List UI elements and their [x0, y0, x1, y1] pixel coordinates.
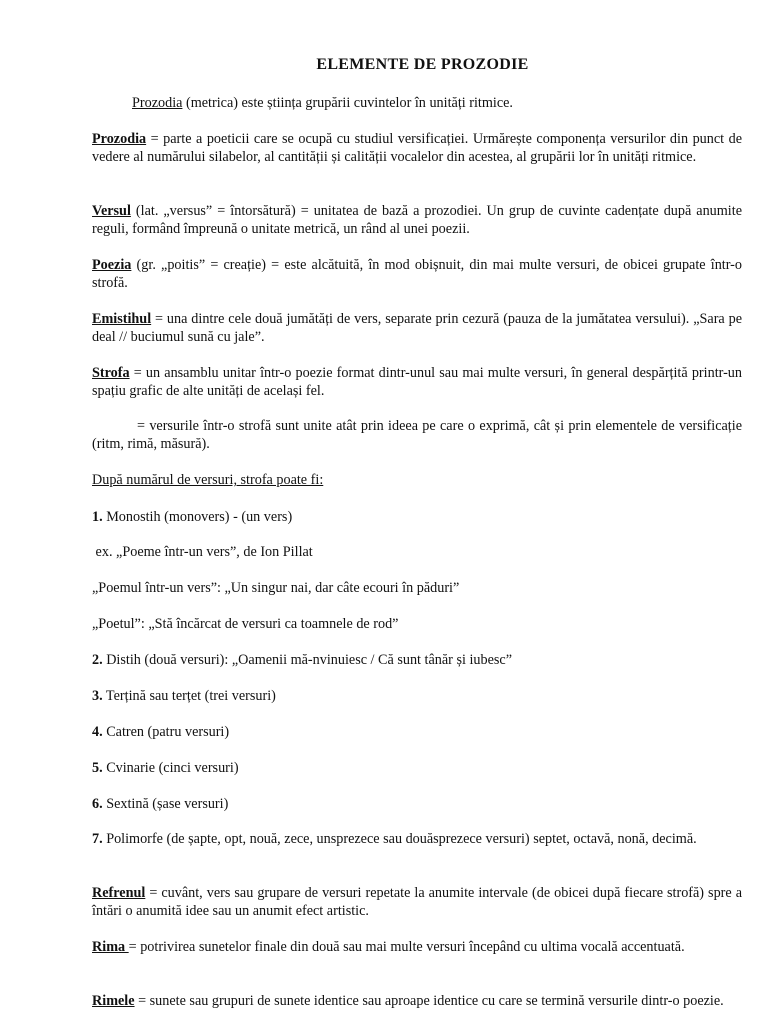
- type-number: 3.: [92, 688, 103, 704]
- type-number: 5.: [92, 760, 103, 776]
- type-number: 1.: [92, 509, 103, 525]
- type-number: 7.: [92, 831, 103, 847]
- example-line: „Poetul”: „Stă încărcat de versuri ca toamnele de rod”: [92, 616, 399, 632]
- definition-prozodia: [92, 130, 742, 166]
- type-text: Terțină sau terțet (trei versuri): [102, 688, 276, 704]
- definition-emistihul: [92, 310, 742, 346]
- type-item-1: [92, 508, 742, 526]
- example-line: ex. „Poeme într-un vers”, de Ion Pillat: [92, 544, 313, 560]
- type-number: 2.: [92, 652, 103, 668]
- definition-term: Versul: [92, 203, 131, 219]
- types-heading: [92, 471, 742, 489]
- definition-rimele: [92, 992, 742, 1010]
- document-title: ELEMENTE DE PROZODIE: [316, 56, 529, 73]
- type-number: 4.: [92, 724, 103, 740]
- type-item-3: [92, 687, 742, 705]
- types-heading-text: După numărul de versuri, strofa poate fi:: [92, 472, 324, 488]
- type-text: Polimorfe (de șapte, opt, nouă, zece, unsprezece sau douăsprezece versuri) septet, octavă, nonă, decimă.: [102, 831, 697, 847]
- intro-text: (metrica) este știința grupării cuvintelor în unități ritmice.: [182, 95, 513, 111]
- definition-refrenul: [92, 884, 742, 920]
- definition-text: (lat. „versus” = întorsătură) = unitatea de bază a prozodiei. Un grup de cuvinte cadențate după anumite reguli, formând împreună o unitate metrică, un rând al unei poezii.: [92, 203, 742, 237]
- definition-versul: [92, 202, 742, 238]
- definition-poezia: [92, 256, 742, 292]
- intro-paragraph: [132, 94, 742, 112]
- definition-text: = potrivirea sunetelor finale din două sau mai multe versuri începând cu ultima vocală accentuată.: [128, 939, 685, 955]
- definition-strofa: [92, 364, 742, 400]
- definition-term: Strofa: [92, 365, 130, 381]
- type-text: Monostih (monovers) - (un vers): [102, 509, 293, 525]
- type-item-2: [92, 651, 742, 669]
- type-text: Cvinarie (cinci versuri): [102, 760, 239, 776]
- type-item-6: [92, 795, 742, 813]
- definition-rima: [92, 938, 742, 956]
- definition-text: (gr. „poitis” = creație) = este alcătuită, în mod obișnuit, din mai multe versuri, de obicei grupate într-o strofă.: [92, 257, 742, 291]
- definition-term: Rimele: [92, 993, 135, 1009]
- definition-term: Rima: [92, 939, 129, 955]
- definition-text: = un ansamblu unitar într-o poezie format dintr-unul sau mai multe versuri, în general despărțită printr-un spațiu grafic de alte unități de același fel.: [92, 365, 742, 399]
- definition-text: = una dintre cele două jumătăți de vers, separate prin cezură (pauza de la jumătatea versului). „Sara pe deal // buciumul sună cu jale”.: [92, 311, 742, 345]
- type-text: Distih (două versuri): „Oamenii mă-nvinuiesc / Că sunt tânăr și iubesc”: [102, 652, 512, 668]
- definition-term: Poezia: [92, 257, 132, 273]
- type-item-7: [92, 830, 742, 848]
- type-item-4: [92, 723, 742, 741]
- definition-text: = parte a poeticii care se ocupă cu studiul versificației. Urmărește componența versurilor din punct de vedere al numărului silabelor, al cantității și calității vocalelor din acestea, al grupării lor în unități ritmice.: [92, 131, 742, 165]
- example-line: „Poemul într-un vers”: „Un singur nai, dar câte ecouri în păduri”: [92, 580, 460, 596]
- type-text: Sextină (șase versuri): [102, 796, 229, 812]
- type-item-5: [92, 759, 742, 777]
- definition-term: Refrenul: [92, 885, 146, 901]
- definition-text: = sunete sau grupuri de sunete identice sau aproape identice cu care se termină versurile dintr-o poezie.: [134, 993, 724, 1009]
- type-number: 6.: [92, 796, 103, 812]
- definition-term: Prozodia: [92, 131, 147, 147]
- intro-term: Prozodia: [132, 95, 183, 111]
- definition-text: = cuvânt, vers sau grupare de versuri repetate la anumite intervale (de obicei după fiecare strofă) spre a întări o anumită idee sau un anumit efect artistic.: [92, 885, 742, 919]
- strofa-note: = versurile într-o strofă sunt unite atât prin ideea pe care o exprimă, cât și prin elementele de versificație (ritm, rimă, măsură).: [92, 418, 742, 452]
- definition-term: Emistihul: [92, 311, 152, 327]
- type-text: Catren (patru versuri): [102, 724, 230, 740]
